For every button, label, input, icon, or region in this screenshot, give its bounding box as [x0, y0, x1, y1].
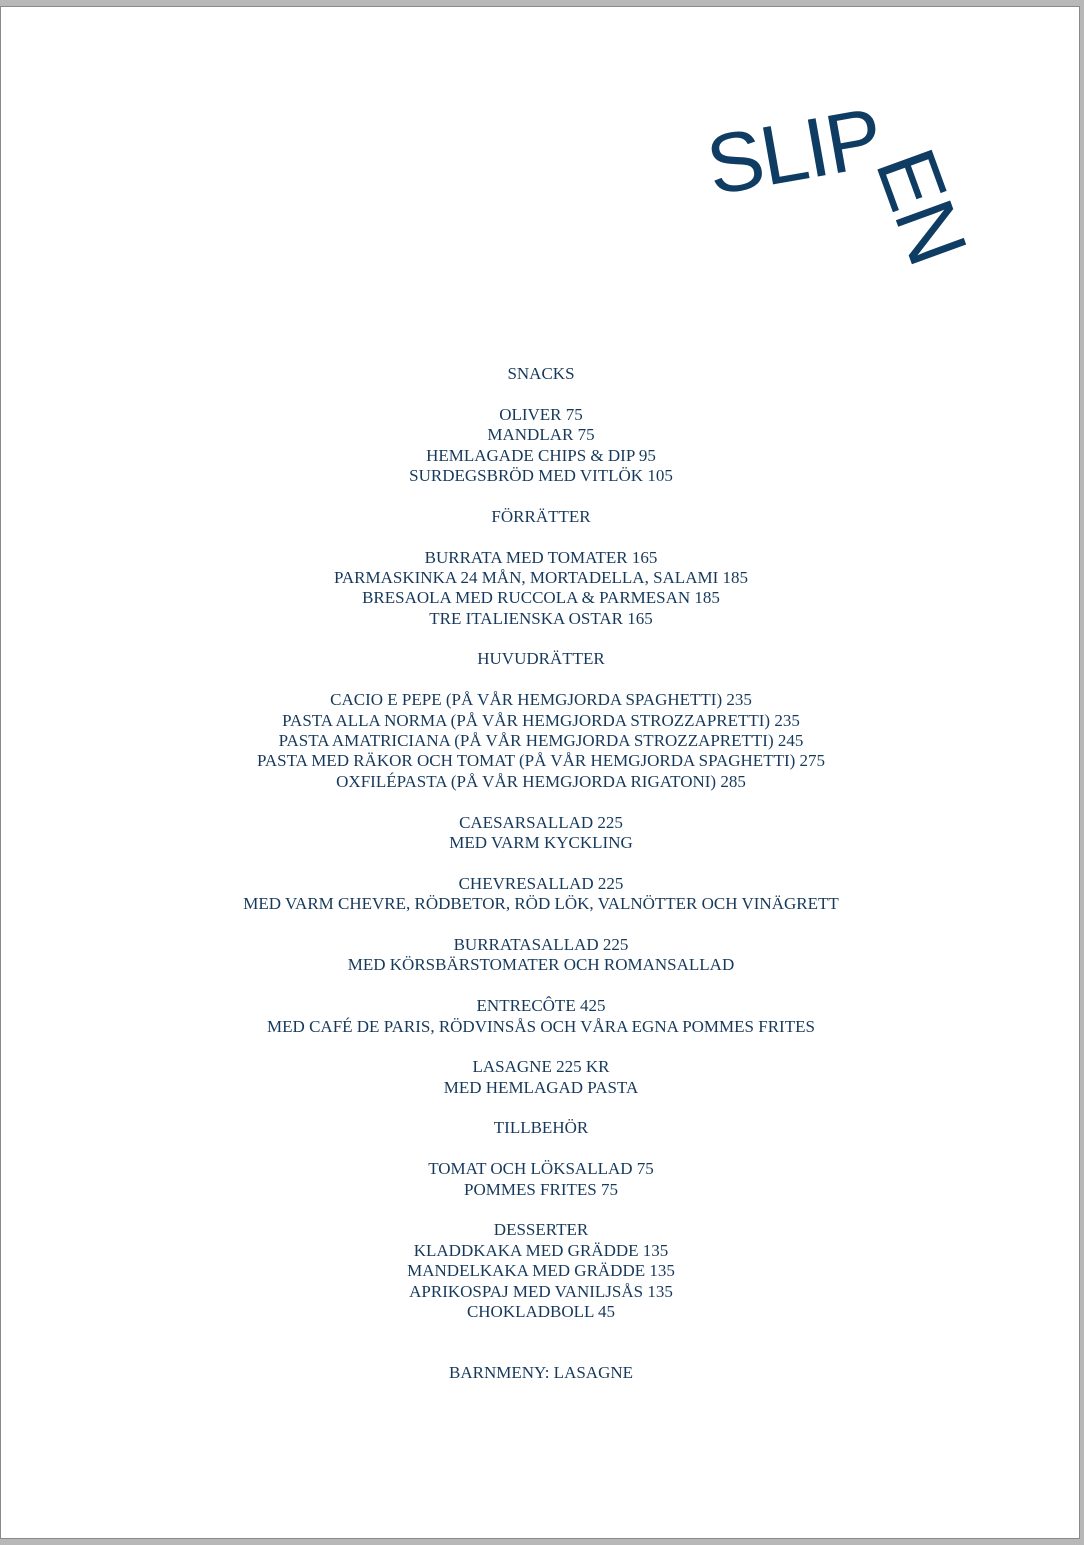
menu-item-description: MED HEMLAGAD PASTA — [443, 1077, 639, 1097]
menu-item-name: ENTRECÔTE 425 — [476, 996, 606, 1016]
section-heading-desserter: DESSERTER — [493, 1220, 589, 1240]
menu-item: PASTA ALLA NORMA (PÅ VÅR HEMGJORDA STROZZAPRETTI) 235 — [282, 710, 800, 730]
menu-item: PASTA AMATRICIANA (PÅ VÅR HEMGJORDA STROZZAPRETTI) 245 — [278, 731, 804, 751]
menu-item-description: MED VARM KYCKLING — [449, 832, 633, 852]
section-heading-huvudratter: HUVUDRÄTTER — [477, 649, 605, 669]
menu-item: PARMASKINKA 24 MÅN, MORTADELLA, SALAMI 185 — [334, 567, 748, 587]
menu-item-name: CHEVRESALLAD 225 — [458, 873, 624, 893]
menu-item: SURDEGSBRÖD MED VITLÖK 105 — [409, 465, 673, 485]
menu-item: TRE ITALIENSKA OSTAR 165 — [429, 608, 653, 628]
section-heading-tillbehor: TILLBEHÖR — [493, 1118, 589, 1138]
menu-item: HEMLAGADE CHIPS & DIP 95 — [426, 445, 656, 465]
menu-item: CACIO E PEPE (PÅ VÅR HEMGJORDA SPAGHETTI) 235 — [330, 690, 752, 710]
kids-menu: BARNMENY: LASAGNE — [448, 1363, 634, 1383]
section-heading-snacks: SNACKS — [507, 364, 575, 383]
menu-item-name: CAESARSALLAD 225 — [459, 812, 623, 832]
menu-page — [0, 6, 1080, 1539]
menu-item: BRESAOLA MED RUCCOLA & PARMESAN 185 — [362, 588, 720, 608]
menu-item: MANDLAR 75 — [487, 425, 595, 445]
menu-item-description: MED CAFÉ DE PARIS, RÖDVINSÅS OCH VÅRA EGNA POMMES FRITES — [267, 1016, 815, 1036]
menu-item-description: MED KÖRSBÄRSTOMATER OCH ROMANSALLAD — [347, 955, 735, 975]
menu-item: KLADDKAKA MED GRÄDDE 135 — [413, 1240, 669, 1260]
menu-item-name: BURRATASALLAD 225 — [453, 934, 629, 954]
logo-text-en: EN — [858, 137, 985, 276]
section-heading-forratter: FÖRRÄTTER — [491, 506, 591, 526]
logo-text-slip: SLIP — [699, 89, 888, 213]
menu-item: CHOKLADBOLL 45 — [466, 1301, 616, 1321]
menu-item: POMMES FRITES 75 — [464, 1179, 618, 1199]
menu-item: OXFILÉPASTA (PÅ VÅR HEMGJORDA RIGATONI) 285 — [336, 771, 746, 791]
slipen-logo — [1, 7, 1080, 327]
menu-item: PASTA MED RÄKOR OCH TOMAT (PÅ VÅR HEMGJORDA SPAGHETTI) 275 — [256, 751, 826, 771]
menu-item: APRIKOSPAJ MED VANILJSÅS 135 — [409, 1281, 673, 1301]
menu-item: BURRATA MED TOMATER 165 — [424, 547, 658, 567]
menu-content — [1, 364, 1080, 1384]
menu-item-name: LASAGNE 225 KR — [472, 1057, 610, 1077]
menu-item: MANDELKAKA MED GRÄDDE 135 — [407, 1261, 675, 1281]
menu-item: TOMAT OCH LÖKSALLAD 75 — [428, 1159, 654, 1179]
menu-item: OLIVER 75 — [499, 404, 583, 424]
menu-item-description: MED VARM CHEVRE, RÖDBETOR, RÖD LÖK, VALNÖTTER OCH VINÄGRETT — [243, 894, 839, 914]
